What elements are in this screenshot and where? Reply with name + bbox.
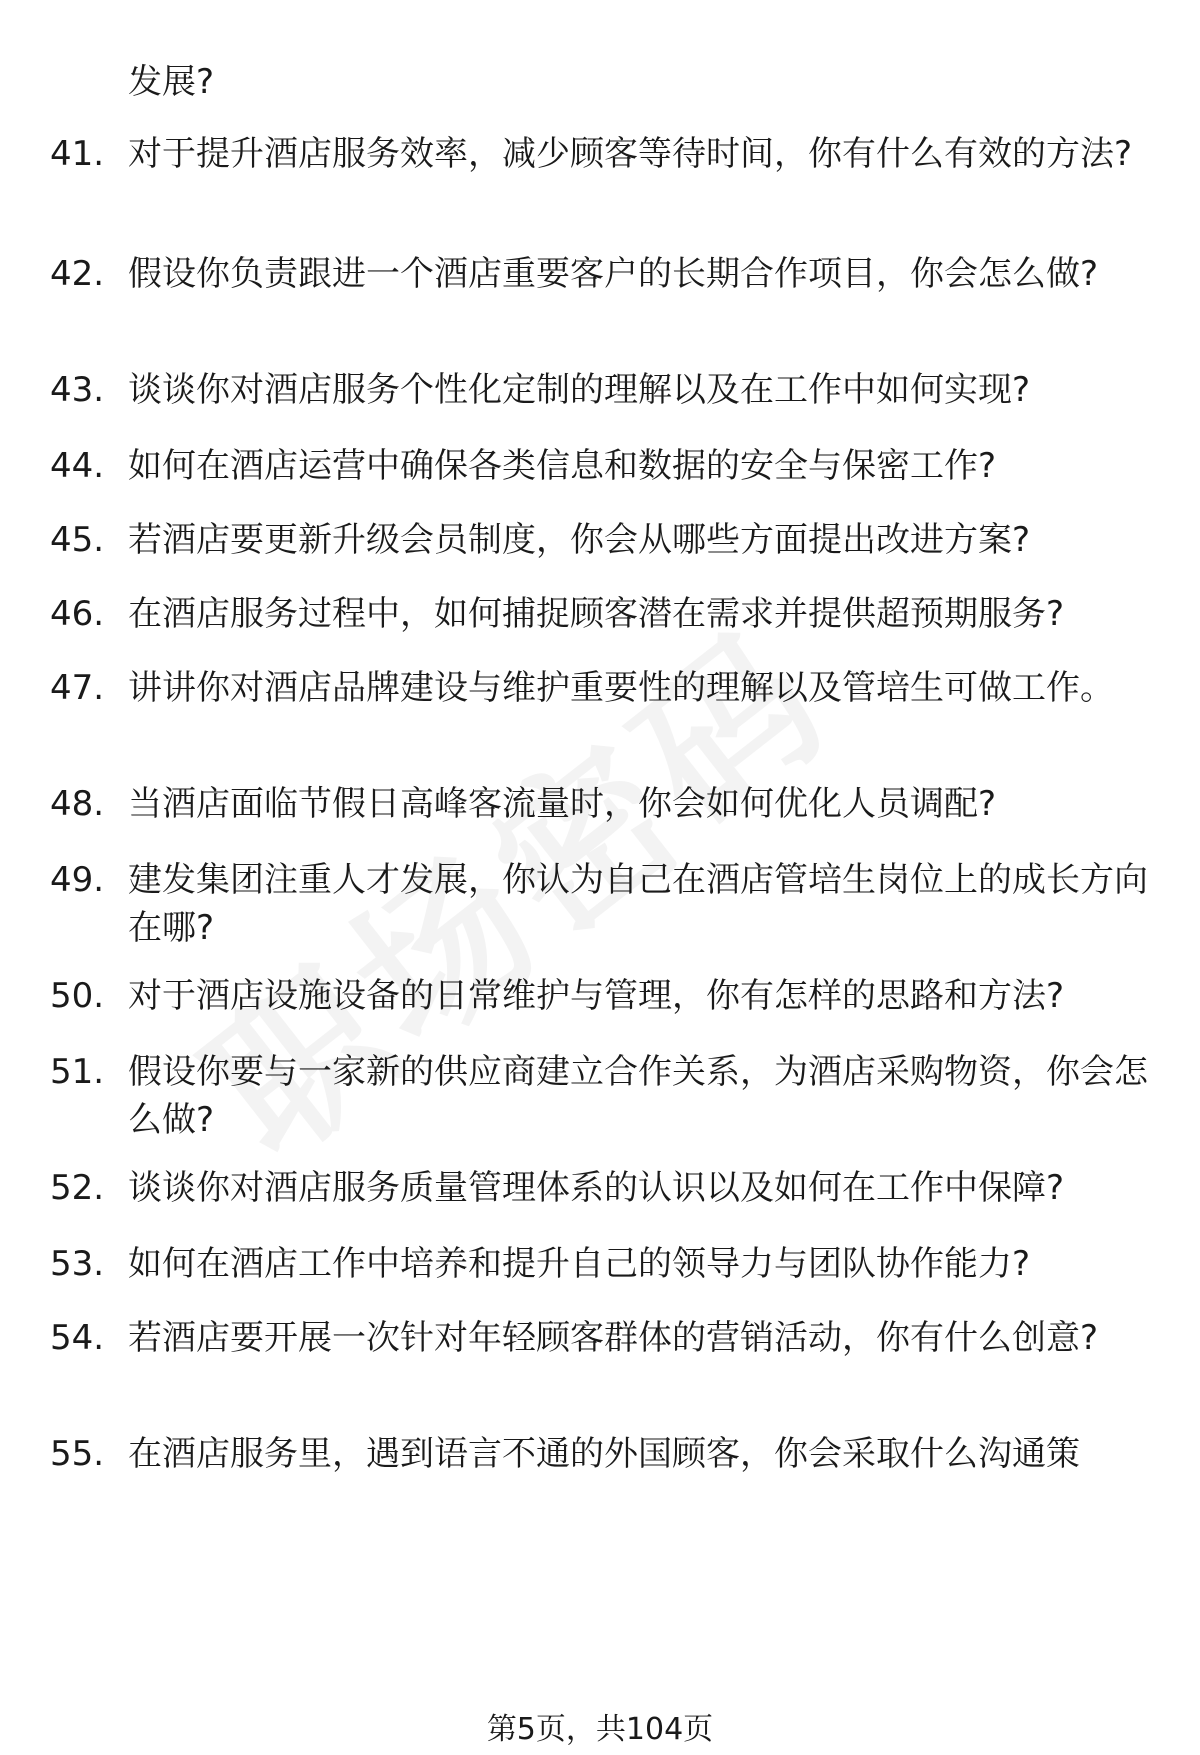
question-text: 如何在酒店工作中培养和提升自己的领导力与团队协作能力? [128, 1244, 1031, 1284]
question-text: 假设你要与一家新的供应商建立合作关系，为酒店采购物资，你会怎么做? [128, 1052, 1148, 1140]
question-number: 48. [50, 784, 105, 824]
question-text: 如何在酒店运营中确保各类信息和数据的安全与保密工作? [128, 446, 997, 486]
question-number: 46. [50, 594, 105, 634]
question-text: 若酒店要更新升级会员制度，你会从哪些方面提出改进方案? [128, 520, 1031, 560]
question-text: 对于提升酒店服务效率，减少顾客等待时间，你有什么有效的方法? [128, 134, 1133, 174]
question-number: 52. [50, 1168, 105, 1208]
question-number: 45. [50, 520, 105, 560]
question-number: 55. [50, 1434, 105, 1474]
question-text: 若酒店要开展一次针对年轻顾客群体的营销活动，你有什么创意? [128, 1318, 1099, 1358]
question-text: 讲讲你对酒店品牌建设与维护重要性的理解以及管培生可做工作。 [128, 668, 1114, 708]
question-number: 50. [50, 976, 105, 1016]
question-text: 谈谈你对酒店服务质量管理体系的认识以及如何在工作中保障? [128, 1168, 1065, 1208]
continuation-text: 发展? [128, 62, 215, 102]
question-number: 41. [50, 134, 105, 174]
question-text: 在酒店服务过程中，如何捕捉顾客潜在需求并提供超预期服务? [128, 594, 1065, 634]
page-footer: 第5页，共104页 [486, 1712, 714, 1747]
question-text: 谈谈你对酒店服务个性化定制的理解以及在工作中如何实现? [128, 370, 1031, 410]
question-number: 54. [50, 1318, 105, 1358]
question-number: 43. [50, 370, 105, 410]
question-number: 47. [50, 668, 105, 708]
question-number: 49. [50, 860, 105, 900]
question-number: 53. [50, 1244, 105, 1284]
question-text: 在酒店服务里，遇到语言不通的外国顾客，你会采取什么沟通策 [128, 1434, 1080, 1474]
question-text: 对于酒店设施设备的日常维护与管理，你有怎样的思路和方法? [128, 976, 1065, 1016]
question-text: 假设你负责跟进一个酒店重要客户的长期合作项目，你会怎么做? [128, 254, 1099, 294]
question-text: 建发集团注重人才发展，你认为自己在酒店管培生岗位上的成长方向在哪? [128, 860, 1148, 948]
question-number: 44. [50, 446, 105, 486]
question-number: 42. [50, 254, 105, 294]
question-text: 当酒店面临节假日高峰客流量时，你会如何优化人员调配? [128, 784, 997, 824]
question-number: 51. [50, 1052, 105, 1092]
